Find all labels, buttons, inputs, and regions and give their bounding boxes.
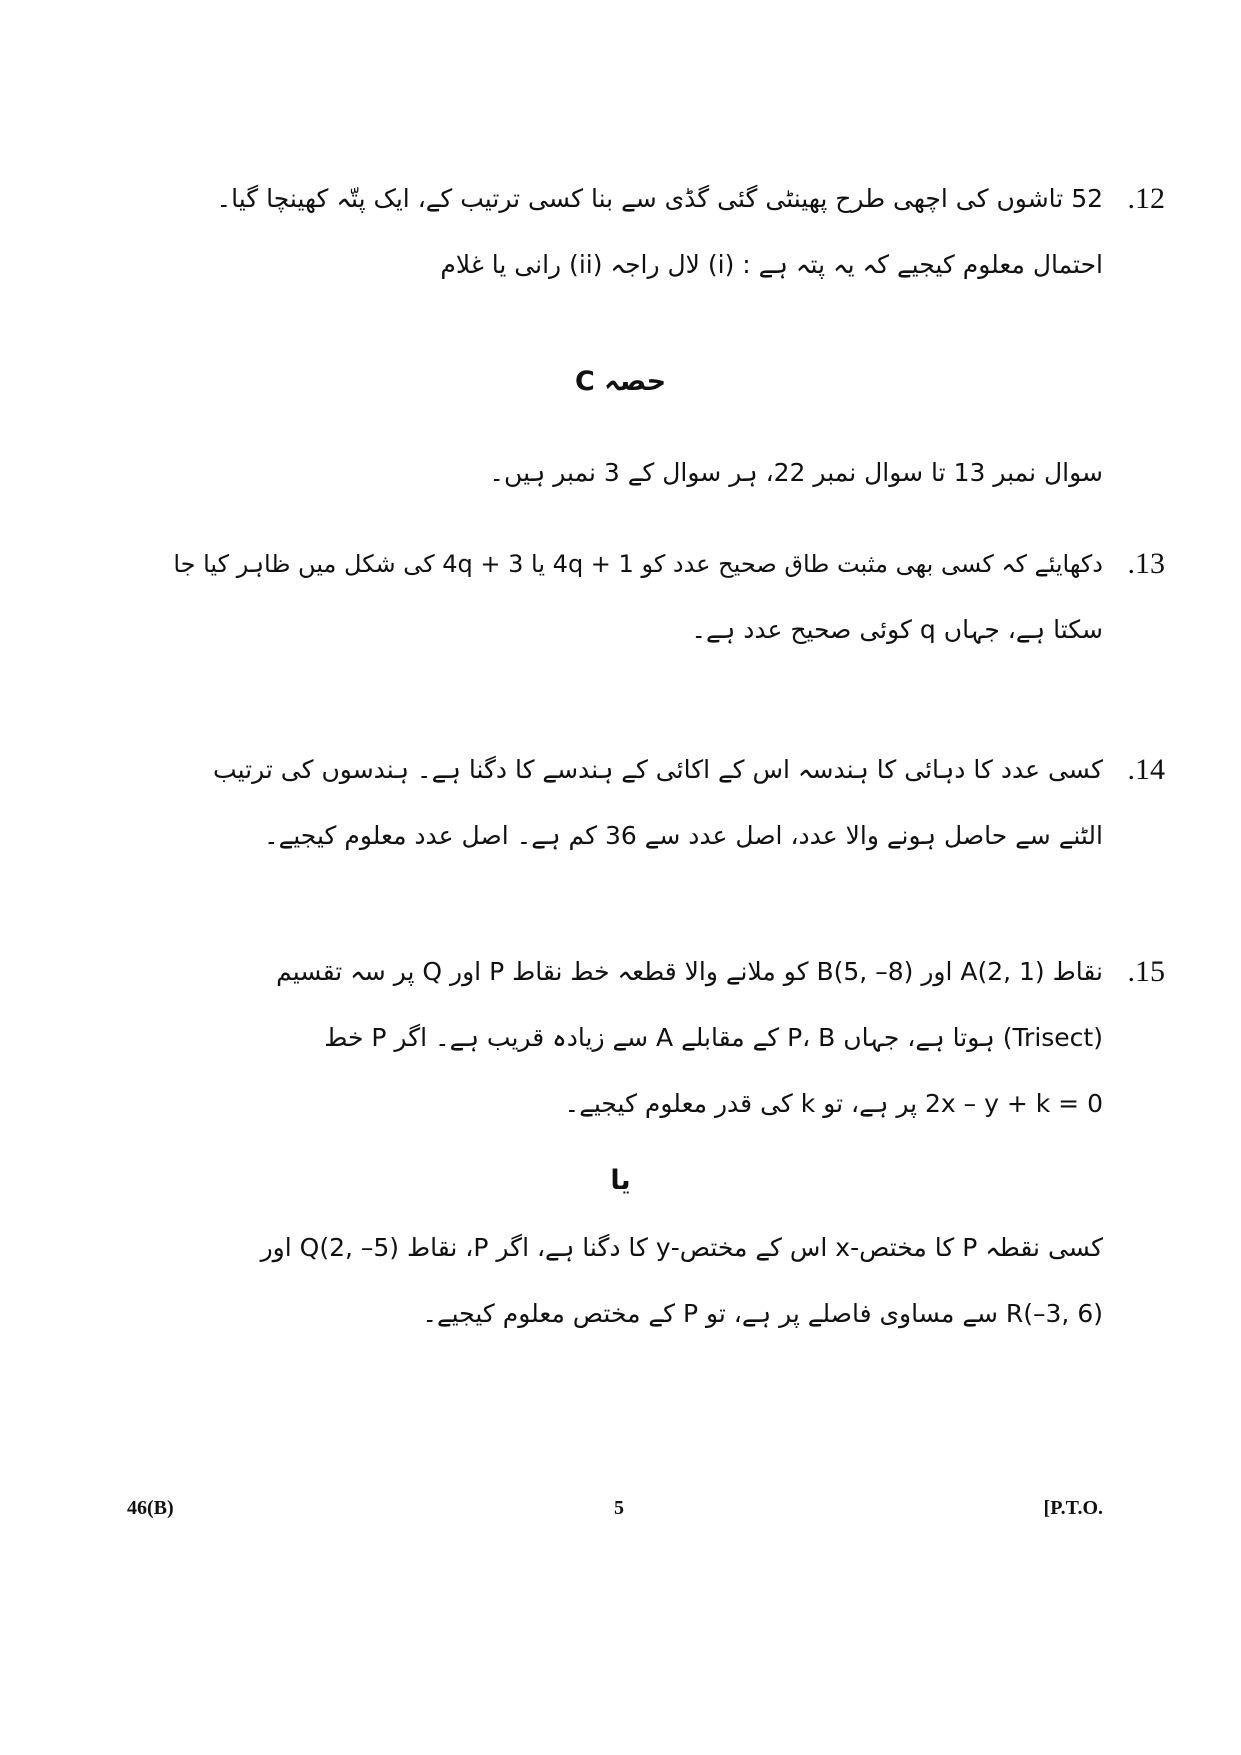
question-text-line: الٹنے سے حاصل ہونے والا عدد، اصل عدد سے 36 کم ہے۔ اصل عدد معلوم کیجیے۔ [263,821,1103,850]
section-heading: حصہ C [574,366,667,397]
question-number: .13 [1127,547,1165,580]
pto-label: [P.T.O. [1043,1497,1103,1519]
paper-code: 46(B) [127,1497,174,1519]
question-text-line: دکھایئے کہ کسی بھی مثبت طاق صحیح عدد کو 4q + 1 یا 4q + 3 کی شکل میں ظاہر کیا جا [173,550,1103,578]
question-number: .14 [1127,753,1165,786]
or-label: یا [610,1165,631,1196]
question-text-line: کسی عدد کا دہائی کا ہندسہ اس کے اکائی کے ہندسے کا دگنا ہے۔ ہندسوں کی ترتیب [213,755,1103,784]
question-text-line: 52 تاشوں کی اچھی طرح پھینٹی گئی گڈی سے بنا کسی ترتیب کے، ایک پتّہ کھینچا گیا۔ [216,184,1103,213]
question-number: .15 [1127,955,1165,988]
question-text-line: 2x – y + k = 0 پر ہے، تو k کی قدر معلوم کیجیے۔ [564,1089,1103,1118]
question-number: .12 [1127,182,1165,215]
question-text-line: احتمال معلوم کیجیے کہ یہ پتہ ہے : (i) لال راجہ (ii) رانی یا غلام [440,250,1103,279]
page-number: 5 [614,1497,624,1519]
question-text-line: نقاط A(2, 1) اور B(5, –8) کو ملانے والا قطعہ خط نقاط P اور Q پر سہ تقسیم [276,957,1103,986]
section-instruction: سوال نمبر 13 تا سوال نمبر 22، ہر سوال کے 3 نمبر ہیں۔ [489,458,1103,487]
question-text-line: (Trisect) ہوتا ہے، جہاں P، B کے مقابلے A سے زیادہ قریب ہے۔ اگر P خط [324,1023,1103,1052]
question-text-line: R(–3, 6) سے مساوی فاصلے پر ہے، تو P کے مختص معلوم کیجیے۔ [422,1299,1103,1328]
question-15 [173,939,1165,1137]
question-12 [173,166,1165,298]
question-13 [173,531,1165,663]
question-15-alternative [173,1215,1103,1347]
question-14 [173,737,1165,869]
question-text-line: سکتا ہے، جہاں q کوئی صحیح عدد ہے۔ [691,615,1103,644]
question-text-line: کسی نقطہ P کا مختص-x اس کے مختص-y کا دگنا ہے، اگر P، نقاط Q(2, –5) اور [260,1233,1103,1262]
